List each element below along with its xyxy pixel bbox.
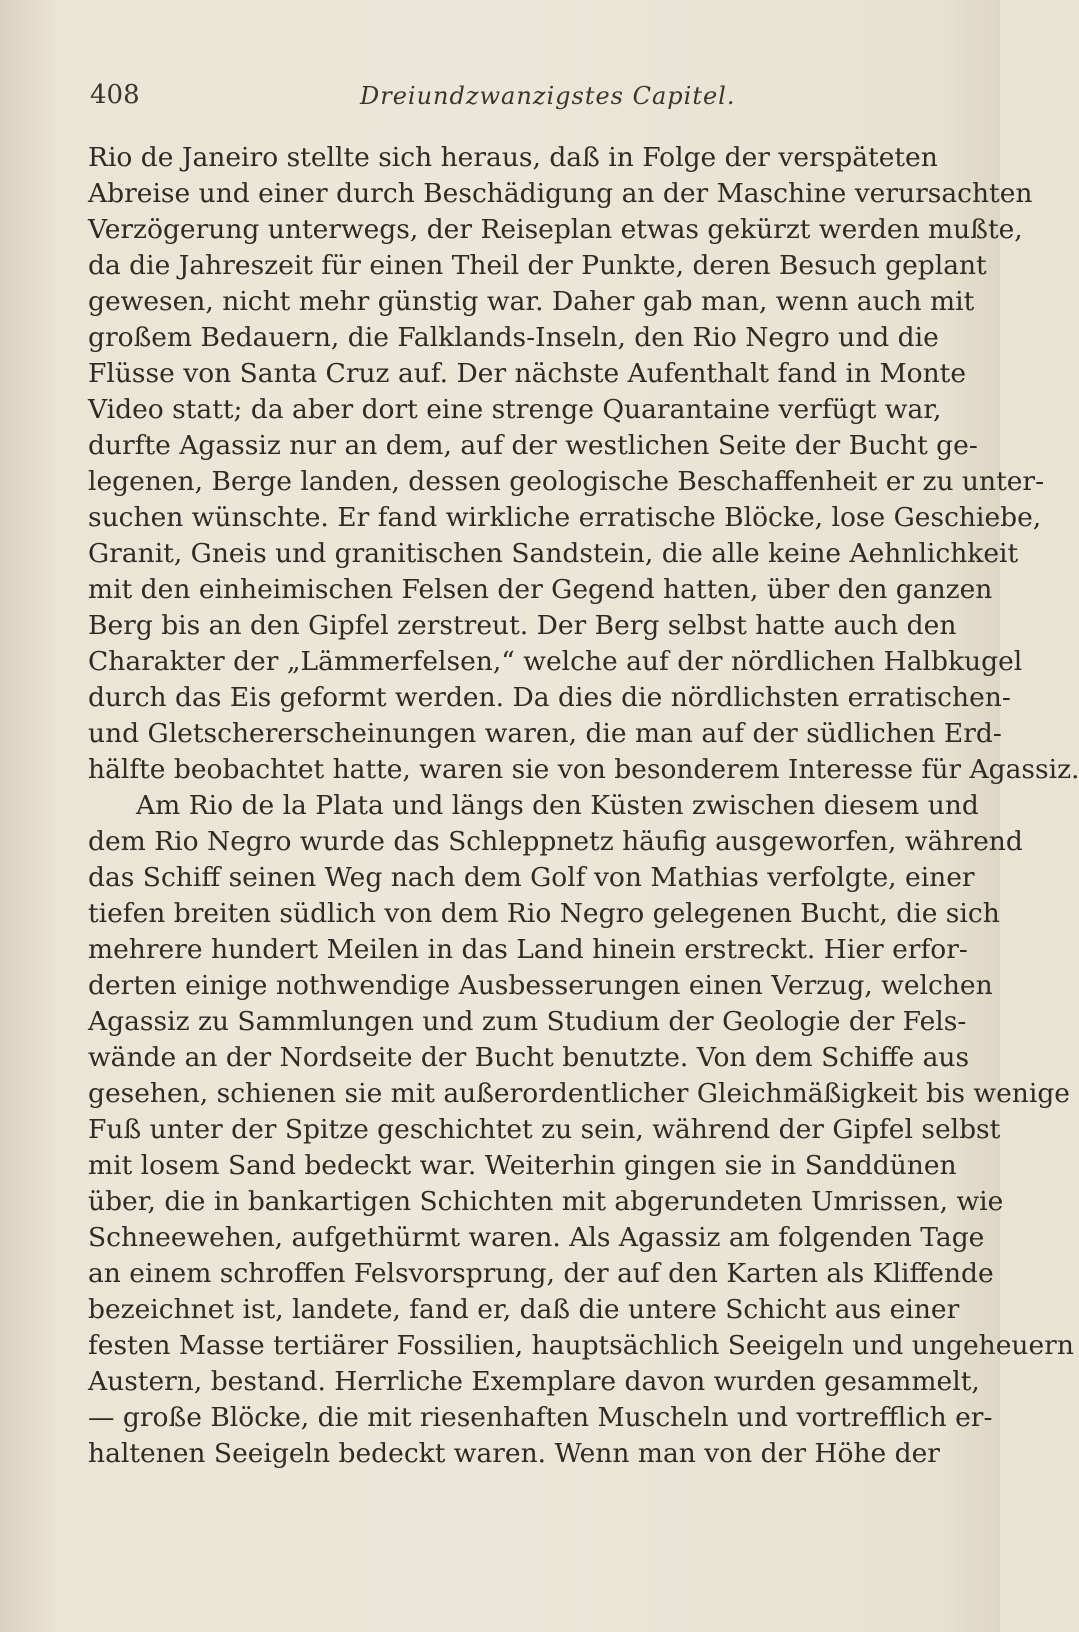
text-line: mit den einheimischen Felsen der Gegend hatten, über den ganzen: [88, 574, 993, 605]
text-line: über, die in bankartigen Schichten mit abgerundeten Umrissen, wie: [88, 1186, 1004, 1217]
text-line: Schneewehen, aufgethürmt waren. Als Agassiz am folgenden Tage: [88, 1222, 985, 1253]
text-line: legenen, Berge landen, dessen geologische Beschaffenheit er zu unter-: [88, 466, 1045, 497]
text-line: — große Blöcke, die mit riesenhaften Muscheln und vortrefflich er-: [88, 1402, 993, 1433]
body-text: [88, 140, 1079, 1472]
paragraph: [88, 788, 1074, 1472]
text-line: suchen wünschte. Er fand wirkliche erratische Blöcke, lose Geschiebe,: [88, 502, 1042, 533]
text-line: Video statt; da aber dort eine strenge Quarantaine verfügt war,: [88, 394, 942, 425]
page-number: 408: [90, 80, 140, 110]
text-line: bezeichnet ist, landete, fand er, daß die untere Schicht aus einer: [88, 1294, 960, 1325]
text-line: wände an der Nordseite der Bucht benutzte. Von dem Schiffe aus: [88, 1042, 970, 1073]
text-line: mit losem Sand bedeckt war. Weiterhin gingen sie in Sanddünen: [88, 1150, 957, 1181]
text-line: Verzögerung unterwegs, der Reiseplan etwas gekürzt werden mußte,: [88, 214, 1023, 245]
text-line: Rio de Janeiro stellte sich heraus, daß in Folge der verspäteten: [88, 142, 938, 173]
text-line: Agassiz zu Sammlungen und zum Studium der Geologie der Fels-: [88, 1006, 967, 1037]
text-line: Abreise und einer durch Beschädigung an der Maschine verursachten: [88, 178, 1033, 209]
paragraph: [88, 140, 1079, 788]
text-line: Charakter der „Lämmerfelsen,“ welche auf der nördlichen Halbkugel: [88, 646, 1023, 677]
text-line: derten einige nothwendige Ausbesserungen einen Verzug, welchen: [88, 970, 993, 1001]
text-line: Am Rio de la Plata und längs den Küsten zwischen diesem und: [136, 790, 979, 821]
text-line: durch das Eis geformt werden. Da dies die nördlichsten erratischen-: [88, 682, 1011, 713]
text-line: haltenen Seeigeln bedeckt waren. Wenn man von der Höhe der: [88, 1438, 940, 1469]
text-line: hälfte beobachtet hatte, waren sie von besonderem Interesse für Agassiz.: [88, 754, 1079, 785]
text-line: Flüsse von Santa Cruz auf. Der nächste Aufenthalt fand in Monte: [88, 358, 967, 389]
page-header: [90, 80, 910, 120]
text-line: dem Rio Negro wurde das Schleppnetz häufig ausgeworfen, während: [88, 826, 1023, 857]
text-line: festen Masse tertiärer Fossilien, hauptsächlich Seeigeln und ungeheuern: [88, 1330, 1074, 1361]
text-line: das Schiff seinen Weg nach dem Golf von Mathias verfolgte, einer: [88, 862, 975, 893]
text-line: mehrere hundert Meilen in das Land hinein erstreckt. Hier erfor-: [88, 934, 968, 965]
text-line: Fuß unter der Spitze geschichtet zu sein, während der Gipfel selbst: [88, 1114, 1001, 1145]
text-line: Berg bis an den Gipfel zerstreut. Der Berg selbst hatte auch den: [88, 610, 957, 641]
running-head: Dreiundzwanzigstes Capitel.: [360, 82, 736, 110]
text-line: an einem schroffen Felsvorsprung, der auf den Karten als Kliffende: [88, 1258, 994, 1289]
text-line: Austern, bestand. Herrliche Exemplare davon wurden gesammelt,: [88, 1366, 980, 1397]
text-line: gewesen, nicht mehr günstig war. Daher gab man, wenn auch mit: [88, 286, 975, 317]
text-line: durfte Agassiz nur an dem, auf der westlichen Seite der Bucht ge-: [88, 430, 978, 461]
text-line: da die Jahreszeit für einen Theil der Punkte, deren Besuch geplant: [88, 250, 987, 281]
text-line: großem Bedauern, die Falklands-Inseln, den Rio Negro und die: [88, 322, 939, 353]
text-line: tiefen breiten südlich von dem Rio Negro gelegenen Bucht, die sich: [88, 898, 1000, 929]
text-line: Granit, Gneis und granitischen Sandstein, die alle keine Aehnlichkeit: [88, 538, 1019, 569]
text-line: und Gletschererscheinungen waren, die man auf der südlichen Erd-: [88, 718, 1002, 749]
text-line: gesehen, schienen sie mit außerordentlicher Gleichmäßigkeit bis wenige: [88, 1078, 1070, 1109]
